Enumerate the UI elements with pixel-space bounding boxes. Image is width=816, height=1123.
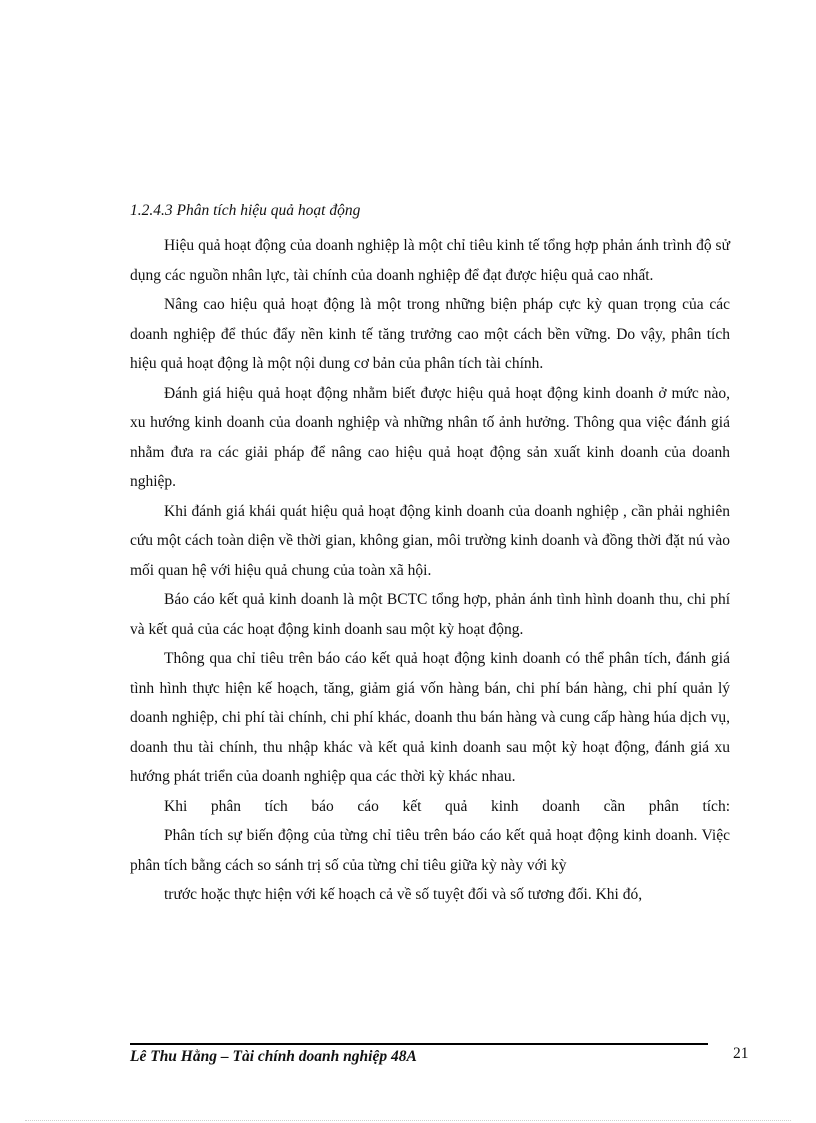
footer-author: Lê Thu Hằng – Tài chính doanh nghiệp 48A: [130, 1048, 417, 1065]
paragraph: Thông qua chỉ tiêu trên báo cáo kết quả hoạt động kinh doanh có thể phân tích, đánh giá tình hình thực hiện kế hoạch, tăng, giảm giá vốn hàng bán, chi phí bán hàng, chi phí quản lý doanh nghiệp, chi phí tài chính, chi phí khác, doanh thu bán hàng và cung cấp hàng húa dịch vụ, doanh thu tài chính, thu nhập khác và kết quả kinh doanh sau một kỳ hoạt động, đánh giá xu hướng phát triển của doanh nghiệp qua các thời kỳ khác nhau.: [130, 650, 730, 785]
paragraph: Phân tích sự biến động của từng chỉ tiêu trên báo cáo kết quả hoạt động kinh doanh. Việc phân tích bằng cách so sánh trị số của từng chỉ tiêu giữa kỳ này với kỳ: [130, 827, 730, 874]
body-text: [130, 231, 730, 910]
paragraph: Khi phân tích báo cáo kết quả kinh doanh cần phân tích:: [164, 797, 730, 815]
paragraph: Báo cáo kết quả kinh doanh là một BCTC tổng hợp, phản ánh tình hình doanh thu, chi phí và kết quả của các hoạt động kinh doanh sau một kỳ hoạt động.: [130, 591, 730, 638]
paragraph: Nâng cao hiệu quả hoạt động là một trong những biện pháp cực kỳ quan trọng của các doanh nghiệp để thúc đẩy nền kinh tế tăng trưởng cao một cách bền vững. Do vậy, phân tích hiệu quả hoạt động là một nội dung cơ bản của phân tích tài chính.: [130, 296, 730, 372]
paragraph: trước hoặc thực hiện với kế hoạch cả về số tuyệt đối và số tương đối. Khi đó,: [164, 886, 643, 903]
section-heading: 1.2.4.3 Phân tích hiệu quả hoạt động: [130, 202, 361, 219]
page-number: 21: [733, 1045, 749, 1062]
page-edge-divider: [25, 1120, 791, 1121]
footer-divider: [130, 1043, 708, 1045]
paragraph: Khi đánh giá khái quát hiệu quả hoạt động kinh doanh của doanh nghiệp , cần phải nghiên cứu một cách toàn diện về thời gian, không gian, môi trường kinh doanh và đồng thời đặt nú vào mối quan hệ với hiệu quả chung của toàn xã hội.: [130, 502, 730, 579]
paragraph: Đánh giá hiệu quả hoạt động nhằm biết được hiệu quả hoạt động kinh doanh ở mức nào, xu hướng kinh doanh của doanh nghiệp và những nhân tố ảnh hưởng. Thông qua việc đánh giá nhằm đưa ra các giải pháp để nâng cao hiệu quả hoạt động sản xuất kinh doanh của doanh nghiệp.: [130, 384, 730, 490]
paragraph: Hiệu quả hoạt động của doanh nghiệp là một chỉ tiêu kinh tế tổng hợp phản ánh trình độ sử dụng các nguồn nhân lực, tài chính của doanh nghiệp để đạt được hiệu quả cao nhất.: [130, 237, 730, 284]
